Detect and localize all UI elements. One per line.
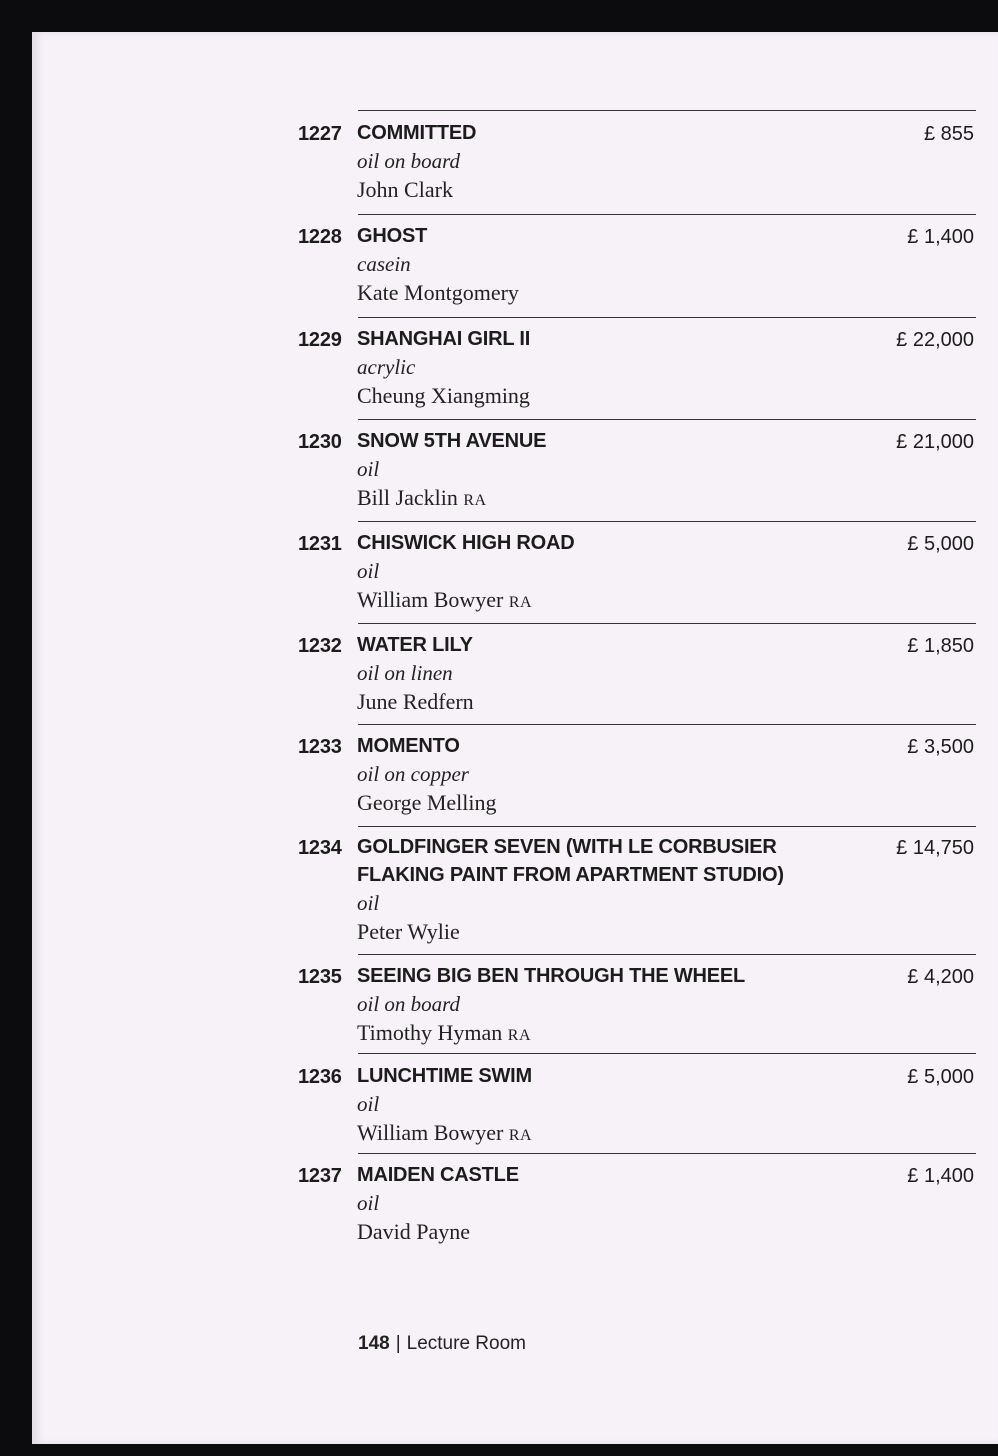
artwork-price: £ 21,000: [896, 431, 974, 453]
artwork-medium: oil: [357, 559, 380, 583]
lot-number: 1231: [298, 533, 342, 555]
artwork-title: SHANGHAI GIRL II: [357, 328, 531, 350]
artist-name: June Redfern: [357, 689, 474, 714]
artist-name: David Payne: [357, 1219, 471, 1244]
artwork-medium: oil: [357, 457, 380, 481]
artwork-title: SNOW 5TH AVENUE: [357, 430, 547, 452]
page-number: 148: [358, 1333, 390, 1354]
artist-name-line: [357, 280, 519, 306]
artwork-title: LUNCHTIME SWIM: [357, 1065, 532, 1087]
artwork-title: WATER LILY: [357, 634, 473, 656]
lot-number: 1227: [298, 123, 342, 145]
lot-divider: [358, 317, 976, 318]
lot-number: 1232: [298, 635, 342, 657]
artist-name: George Melling: [357, 790, 497, 815]
artwork-medium: oil on linen: [357, 661, 453, 685]
artwork-medium: oil on board: [357, 149, 461, 173]
artist-suffix: RA: [463, 492, 487, 509]
lot-number: 1235: [298, 966, 342, 988]
lot-divider: [358, 954, 976, 955]
artwork-title: MOMENTO: [357, 735, 460, 757]
lot-number: 1233: [298, 736, 342, 758]
artist-name-line: [357, 177, 453, 203]
lot-divider: [358, 419, 976, 420]
lot-divider: [358, 521, 976, 522]
lot-number: 1234: [298, 837, 342, 859]
page-footer: [358, 1333, 526, 1355]
artwork-price: £ 22,000: [896, 329, 974, 351]
lot-divider: [358, 826, 976, 827]
footer-separator: |: [395, 1333, 401, 1354]
artist-name-line: [357, 1120, 532, 1146]
artist-suffix: RA: [508, 594, 533, 611]
artwork-title: GOLDFINGER SEVEN (WITH LE CORBUSIER FLAKING PAINT FROM APARTMENT STUDIO): [357, 836, 784, 886]
artwork-medium: acrylic: [357, 355, 416, 379]
artwork-price: £ 1,850: [907, 635, 974, 657]
artwork-medium: oil: [357, 1191, 380, 1215]
artwork-title: COMMITTED: [357, 122, 477, 144]
artist-name-line: [357, 485, 487, 511]
artwork-medium: casein: [357, 252, 411, 276]
artwork-medium: oil on board: [357, 992, 461, 1016]
lot-number: 1229: [298, 329, 342, 351]
artist-name: John Clark: [357, 177, 453, 202]
lot-divider: [358, 724, 976, 725]
lot-number: 1236: [298, 1066, 342, 1088]
artist-name-line: [357, 790, 497, 816]
lot-divider: [358, 110, 976, 111]
artist-name-line: [357, 1020, 531, 1046]
artist-name: Timothy Hyman: [357, 1020, 503, 1045]
artist-name: Cheung Xiangming: [357, 383, 530, 408]
artist-suffix: RA: [508, 1127, 533, 1144]
artwork-price: £ 5,000: [907, 1066, 974, 1088]
section-name: Lecture Room: [406, 1333, 526, 1354]
artwork-price: £ 1,400: [907, 226, 974, 248]
artwork-price: £ 14,750: [896, 837, 974, 859]
artist-name-line: [357, 1219, 470, 1245]
lot-number: 1228: [298, 226, 342, 248]
artist-name-line: [357, 689, 474, 715]
lot-divider: [358, 214, 976, 215]
artwork-title: GHOST: [357, 225, 428, 247]
artwork-price: £ 4,200: [907, 966, 974, 988]
artwork-medium: oil: [357, 891, 380, 915]
lot-divider: [358, 1053, 976, 1054]
lot-divider: [358, 623, 976, 624]
artwork-price: £ 855: [923, 123, 974, 145]
artist-name-line: [357, 383, 530, 409]
artist-name: William Bowyer: [357, 587, 504, 612]
artwork-title: MAIDEN CASTLE: [357, 1164, 519, 1186]
artist-name: Peter Wylie: [357, 919, 460, 944]
artwork-price: £ 3,500: [907, 736, 974, 758]
artwork-medium: oil on copper: [357, 762, 469, 786]
artist-name: Kate Montgomery: [357, 280, 519, 305]
artist-name: William Bowyer: [357, 1120, 504, 1145]
lot-number: 1230: [298, 431, 342, 453]
artwork-title: CHISWICK HIGH ROAD: [357, 532, 575, 554]
artwork-medium: oil: [357, 1092, 380, 1116]
lot-divider: [358, 1153, 976, 1154]
artist-name-line: [357, 587, 532, 613]
artist-suffix: RA: [507, 1027, 532, 1044]
artwork-price: £ 5,000: [907, 533, 974, 555]
artist-name: Bill Jacklin: [357, 485, 458, 510]
artwork-price: £ 1,400: [907, 1165, 974, 1187]
artist-name-line: [357, 919, 460, 945]
lot-number: 1237: [298, 1165, 342, 1187]
artwork-title: SEEING BIG BEN THROUGH THE WHEEL: [357, 965, 746, 987]
